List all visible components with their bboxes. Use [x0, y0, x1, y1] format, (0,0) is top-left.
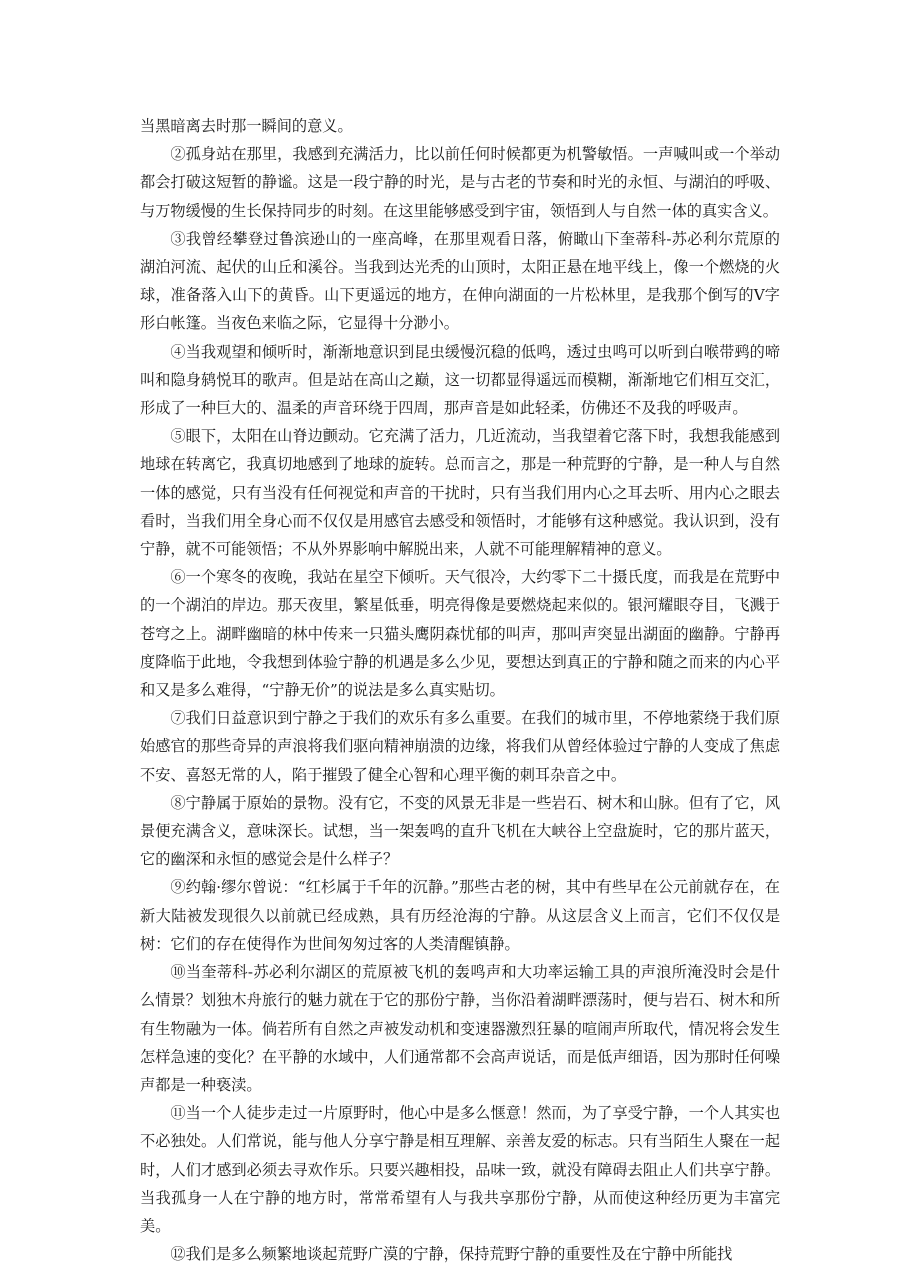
paragraph-9: ⑨约翰·缪尔曾说：“红杉属于千年的沉静。”那些古老的树，其中有些早在公元前就存在，在新大陆被发现很久以前就已经成熟，具有历经沧海的宁静。从这层含义上而言，它们不仅仅是树：它们的存在使得作为世间匆匆过客的人类清醒镇静。	[140, 878, 780, 953]
paragraph-7: ⑦我们日益意识到宁静之于我们的欢乐有多么重要。在我们的城市里，不停地萦绕于我们原始感官的那些奇异的声浪将我们驱向精神崩溃的边缘，将我们从曾经体验过宁静的人变成了焦虑不安、喜怒无常的人，陷于摧毁了健全心智和心理平衡的刺耳杂音之中。	[140, 709, 780, 784]
paragraph-2: ②孤身站在那里，我感到充满活力，比以前任何时候都更为机警敏悟。一声喊叫或一个举动都会打破这短暂的静谧。这是一段宁静的时光，是与古老的节奏和时光的永恒、与湖泊的呼吸、与万物缓慢的生长保持同步的时刻。在这里能够感受到宇宙，领悟到人与自然一体的真实含义。	[140, 145, 780, 220]
paragraph-4: ④当我观望和倾听时，渐渐地意识到昆虫缓慢沉稳的低鸣，透过虫鸣可以听到白喉带鹀的啼叫和隐身鸫悦耳的歌声。但是站在高山之巅，这一切都显得遥远而模糊，渐渐地它们相互交汇，形成了一种巨大的、温柔的声音环绕于四周，那声音是如此轻柔，仿佛还不及我的呼吸声。	[140, 342, 780, 418]
paragraph-5: ⑤眼下，太阳在山脊边颤动。它充满了活力，几近流动，当我望着它落下时，我想我能感到地球在转离它，我真切地感到了地球的旋转。总而言之，那是一种荒野的宁静，是一种人与自然一体的感觉，只有当没有任何视觉和声音的干扰时，只有当我们用内心之耳去听、用内心之眼去看时，当我们用全身心而不仅仅是用感官去感受和领悟时，才能够有这种感觉。我认识到，没有宁静，就不可能领悟；不从外界影响中解脱出来，人就不可能理解精神的意义。	[140, 427, 780, 559]
paragraph-10: ⑩当奎蒂科-苏必利尔湖区的荒原被飞机的轰鸣声和大功率运输工具的声浪所淹没时会是什么情景？划独木舟旅行的魅力就在于它的那份宁静，当你沿着湖畔漂荡时，便与岩石、树木和所有生物融为一体。倘若所有自然之声被发动机和变速器激烈狂暴的喧闹声所取代，情况将会发生怎样急速的变化？在平静的水域中，人们通常都不会高声说话，而是低声细语，因为那时任何噪声都是一种亵渎。	[140, 963, 780, 1094]
article-body	[140, 112, 780, 1268]
paragraph-6: ⑥一个寒冬的夜晚，我站在星空下倾听。天气很冷，大约零下二十摄氏度，而我是在荒野中的一个湖泊的岸边。那天夜里，繁星低垂，明亮得像是要燃烧起来似的。银河耀眼夺目，飞溅于苍穹之上。湖畔幽暗的林中传来一只猫头鹰阴森忧郁的叫声，那叫声突显出湖面的幽静。宁静再度降临于此地，令我想到体验宁静的机遇是多么少见，要想达到真正的宁静和随之而来的内心平和又是多么难得，“宁静无价”的说法是多么真实贴切。	[140, 568, 780, 700]
paragraph-3: ③我曾经攀登过鲁滨逊山的一座高峰，在那里观看日落，俯瞰山下奎蒂科-苏必利尔荒原的湖泊河流、起伏的山丘和溪谷。当我到达光秃的山顶时，太阳正悬在地平线上，像一个燃烧的火球，准备落入山下的黄昏。山下更遥远的地方，在伸向湖面的一片松林里，是我那个倒写的V字形白帐篷。当夜色来临之际，它显得十分渺小。	[140, 229, 780, 333]
paragraph-8: ⑧宁静属于原始的景物。没有它，不变的风景无非是一些岩石、树木和山脉。但有了它，风景便充满含义，意味深长。试想，当一架轰鸣的直升飞机在大峡谷上空盘旋时，它的那片蓝天，它的幽深和永恒的感觉会是什么样子？	[140, 793, 780, 869]
paragraph-11: ⑪当一个人徒步走过一片原野时，他心中是多么惬意！然而，为了享受宁静，一个人其实也不必独处。人们常说，能与他人分享宁静是相互理解、亲善友爱的标志。只有当陌生人聚在一起时，人们才感到必须去寻欢作乐。只要兴趣相投，品味一致，就没有障碍去阻止人们共享宁静。当我孤身一人在宁静的地方时，常常希望有人与我共享那份宁静，从而使这种经历更为丰富完美。	[140, 1104, 780, 1235]
paragraph-1: 当黑暗离去时那一瞬间的意义。	[140, 117, 353, 135]
paragraph-12: ⑫我们是多么频繁地谈起荒野广漠的宁静，保持荒野宁静的重要性及在宁静中所能找	[170, 1245, 733, 1264]
